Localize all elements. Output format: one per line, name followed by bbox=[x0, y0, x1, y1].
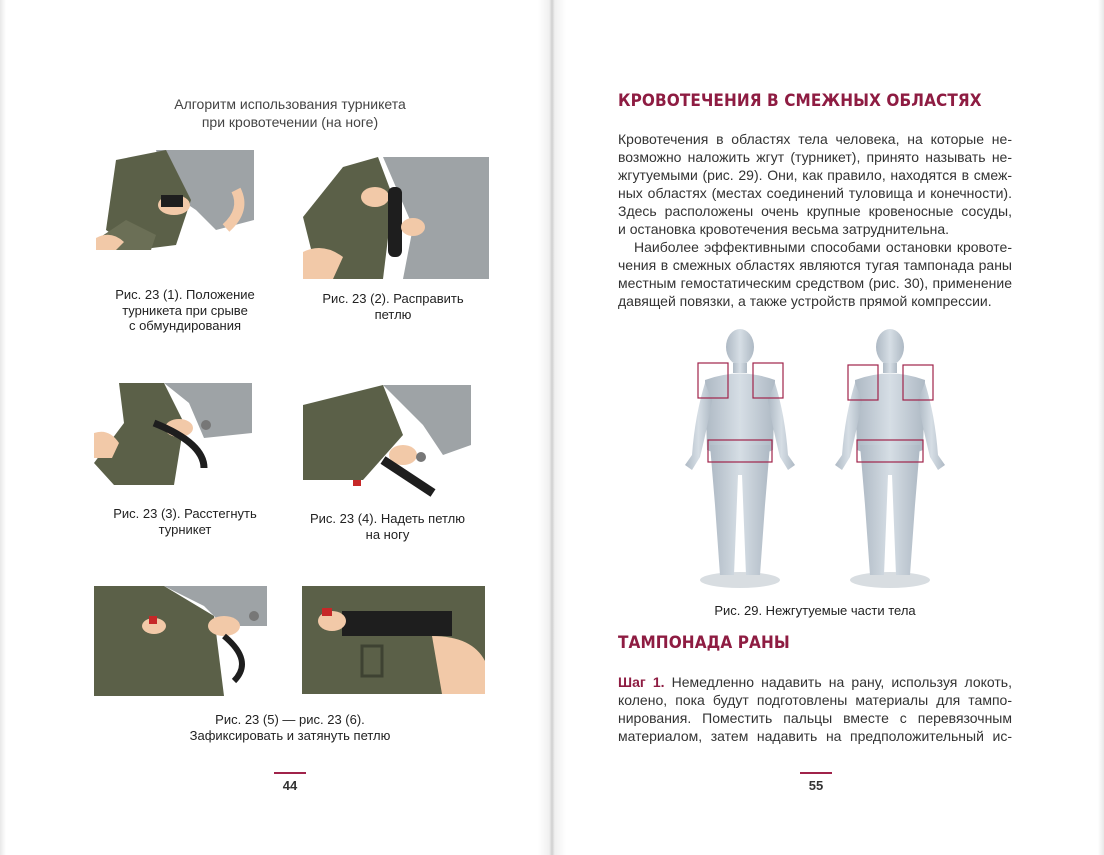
caption-line: турникета при срыве bbox=[122, 302, 248, 318]
caption-line: петлю bbox=[374, 306, 412, 322]
algorithm-title bbox=[130, 95, 450, 131]
caption-line: на ногу bbox=[365, 526, 410, 542]
text-line: Кровотечения в областях тела человека, на которые не- bbox=[618, 131, 1012, 147]
step-text: Немедленно надавить на рану, используя локоть, bbox=[664, 674, 1012, 690]
figure-29-caption: Рис. 29. Нежгутуемые части тела bbox=[714, 603, 916, 618]
figure-23-4-caption bbox=[300, 511, 475, 542]
caption-line: Рис. 23 (2). Расправить bbox=[322, 291, 464, 306]
figure-23-2-illustration bbox=[303, 157, 489, 279]
figure-23-6-illustration bbox=[302, 586, 485, 694]
text-line: местным гемостатическим средством (рис. 30), применение bbox=[618, 275, 1012, 291]
figure-23-4-illustration bbox=[303, 385, 471, 497]
text-line: давящей повязки, а также устройств прямой компрессии. bbox=[618, 293, 992, 309]
figure-23-1-illustration bbox=[96, 150, 254, 250]
heading-bleeding-junctional: КРОВОТЕЧЕНИЯ В СМЕЖНЫХ ОБЛАСТЯХ bbox=[618, 91, 982, 111]
heading-wound-packing: ТАМПОНАДА РАНЫ bbox=[618, 633, 790, 653]
figure-29-illustration bbox=[670, 325, 960, 595]
text-line: Наиболее эффективными способами остановки кровоте- bbox=[634, 239, 1012, 255]
text-line bbox=[618, 673, 1012, 691]
page-number: 55 bbox=[808, 778, 824, 793]
text-line: возможно наложить жгут (турникет), принято называть не- bbox=[618, 149, 1012, 165]
caption-line: Рис. 23 (1). Положение bbox=[115, 287, 255, 302]
page-edge-right bbox=[1098, 0, 1104, 855]
caption-line: Зафиксировать и затянуть петлю bbox=[189, 727, 391, 743]
paragraph-junctional-intro bbox=[618, 130, 1012, 310]
caption-line: Рис. 23 (4). Надеть петлю bbox=[309, 511, 466, 526]
figure-23-3-illustration bbox=[94, 383, 252, 485]
text-line: жгутуемыми (рис. 29). Они, как правило, находятся в смеж- bbox=[618, 167, 1012, 183]
paragraph-step-1 bbox=[618, 673, 1012, 745]
caption-line: Рис. 23 (3). Расстегнуть bbox=[113, 506, 257, 521]
text-line: материалом, затем надавить на предположительный ис- bbox=[618, 728, 1012, 744]
caption-line: с обмундирования bbox=[128, 318, 242, 333]
figure-23-2-caption bbox=[308, 291, 478, 322]
figure-23-5-6-caption bbox=[160, 712, 420, 743]
step-label: Шаг 1. bbox=[618, 674, 665, 690]
book-gutter bbox=[538, 0, 566, 855]
front-body-figure bbox=[685, 329, 795, 588]
text-line: чения в смежных областях являются тугая тампонада раны bbox=[618, 257, 1012, 273]
text-line: ных областях (местах соединений туловища и конечности). bbox=[618, 185, 1012, 201]
page-number-rule bbox=[274, 772, 306, 774]
caption-line: турникет bbox=[158, 521, 212, 537]
page-edge-left bbox=[0, 0, 6, 855]
caption-line: Рис. 23 (5) — рис. 23 (6). bbox=[215, 712, 365, 727]
page-number-rule bbox=[800, 772, 832, 774]
figure-23-1-caption bbox=[100, 287, 270, 334]
figure-23-5-illustration bbox=[94, 586, 267, 696]
page-number: 44 bbox=[282, 778, 298, 793]
figure-23-3-caption bbox=[95, 506, 275, 537]
text-line: Здесь расположены очень крупные кровеносные сосуды, bbox=[618, 203, 1012, 219]
text-line: колено, пока будут подготовлены материалы для тампо- bbox=[618, 692, 1012, 708]
algorithm-title-line2: при кровотечении (на ноге) bbox=[201, 114, 379, 130]
text-line: нирования. Поместить пальцы вместе с перевязочным bbox=[618, 710, 1012, 726]
algorithm-title-line1: Алгоритм использования турникета bbox=[174, 96, 406, 112]
text-line: и остановка кровотечения весьма затруднительна. bbox=[618, 221, 950, 237]
back-body-figure bbox=[835, 329, 945, 588]
